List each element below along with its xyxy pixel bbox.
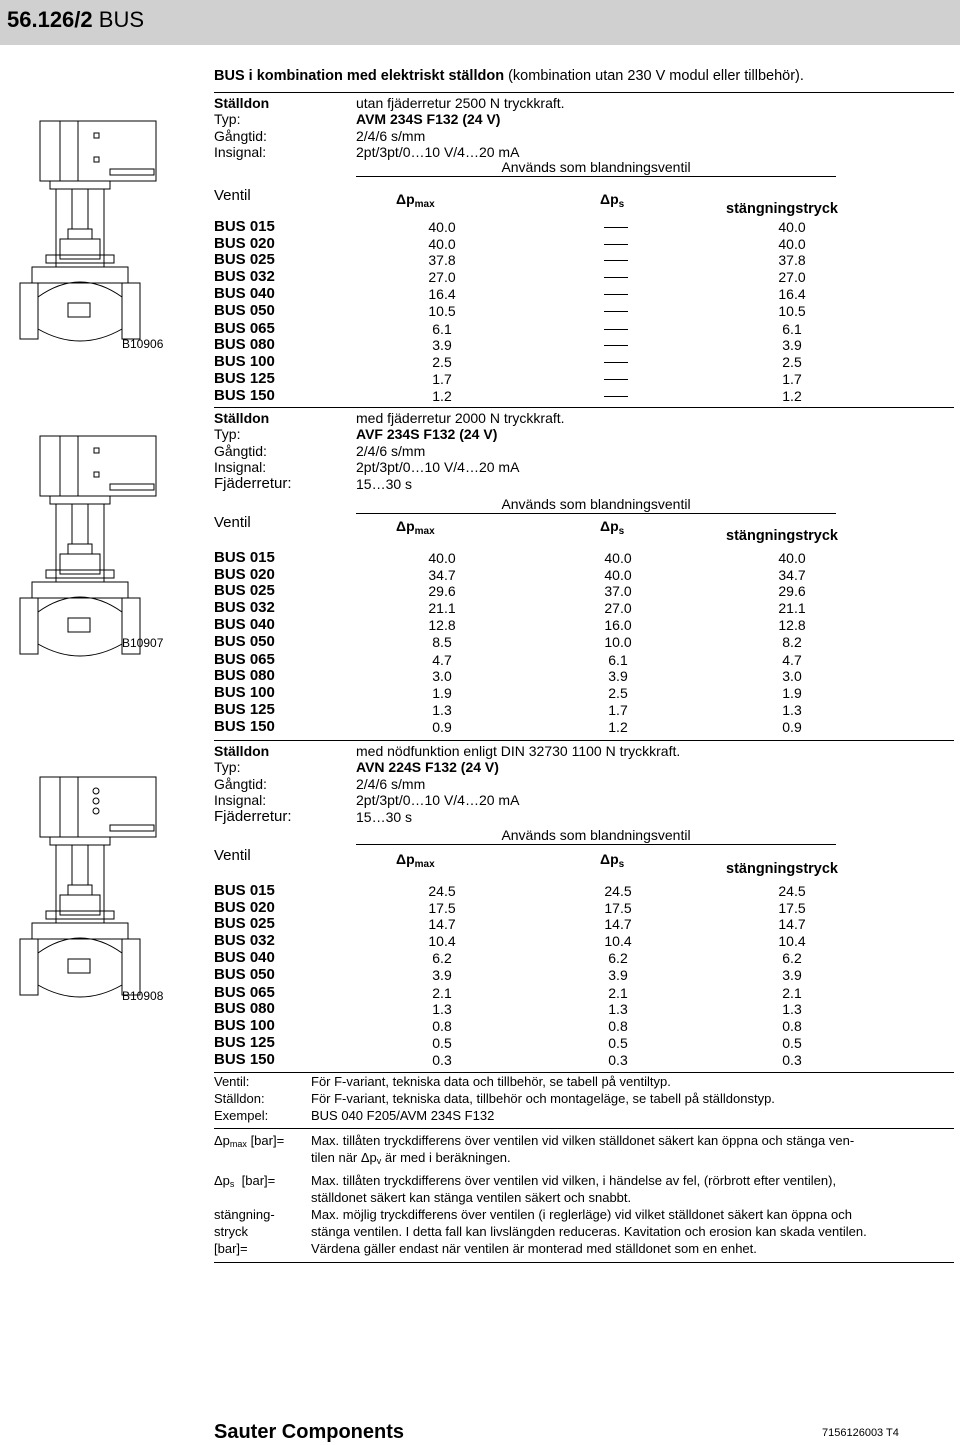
valve-name: BUS 065 [214,319,275,337]
dp-s-value: 40.0 [604,566,632,583]
valve-name: BUS 125 [214,700,275,718]
dp-max-value: 3.9 [432,337,452,354]
dp-s-dash [604,362,628,363]
dp-max-value: 27.0 [428,269,456,286]
valve-name: BUS 150 [214,717,275,735]
closing-value: 6.1 [782,320,802,337]
table-row [214,900,954,917]
dp-s-value: 37.0 [604,583,632,600]
spec-signal: 2pt/3pt/0…10 V/4…20 mA [356,459,520,476]
header-bar [0,0,960,45]
dp-max-value: 1.2 [432,387,452,404]
table-row [214,354,954,371]
closing-value: 12.8 [778,616,806,633]
def-closing-label: stängning- stryck [bar]= [214,1207,275,1257]
valve-name: BUS 065 [214,650,275,668]
valve-name: BUS 080 [214,336,275,354]
valve-name: BUS 080 [214,1000,275,1018]
col-closing-pressure: stängningstryck [726,528,838,544]
valve-name: BUS 100 [214,1017,275,1035]
table-row [214,337,954,354]
valve-name: BUS 050 [214,301,275,319]
table-row [214,950,954,967]
note-ventil-label: Ventil: [214,1074,250,1089]
spec-label-signal: Insignal: [214,144,267,161]
dp-s-value: 40.0 [604,550,632,566]
closing-value: 1.3 [782,701,802,718]
dp-max-value: 40.0 [428,219,456,235]
note-exempel-label: Exempel: [214,1108,269,1123]
col-dp-s: $\Delta p_s$ [600,851,625,870]
closing-value: 1.9 [782,685,802,702]
closing-value: 1.7 [782,370,802,387]
dp-s-value: 0.5 [608,1034,628,1051]
col-dp-max: $\Delta p_{max}$ [396,518,435,537]
spec-label-runtime: Gångtid: [214,127,267,144]
spec-label-actuator: Ställdon [214,410,270,426]
closing-value: 16.4 [778,285,806,302]
table-row [214,303,954,320]
spec-label-type: Typ: [214,111,241,128]
table-row [214,1035,954,1052]
def-closing-text: Max. möjlig tryckdifferens över ventilen (i reglerläge) vid vilket ställdonet säkert kan öppna och stänga ventilen. I detta fall kan livslängden reduceras. Kavitation och erosion kan skada ventilen. Värdena gäller endast när ventilen är monterad med ställdonet som en enhet. [311,1207,867,1257]
closing-value: 17.5 [778,899,806,916]
closing-value: 4.7 [782,651,802,668]
dp-max-value: 1.3 [432,1001,452,1018]
dp-max-value: 17.5 [428,899,456,916]
table-row [214,617,954,634]
spec-signal: 2pt/3pt/0…10 V/4…20 mA [356,144,520,161]
dp-s-value: 3.9 [608,668,628,685]
doc-id [7,7,144,33]
closing-value: 40.0 [778,550,806,566]
closing-value: 40.0 [778,235,806,252]
spec-type: AVF 234S F132 (24 V) [356,426,498,443]
dp-s-dash [604,260,628,261]
table-row [214,583,954,600]
col-dp-s: $\Delta p_s$ [600,191,625,210]
col-closing-pressure: stängningstryck [726,861,838,877]
valve-name: BUS 125 [214,1033,275,1051]
closing-value: 34.7 [778,566,806,583]
spec-type: AVM 234S F132 (24 V) [356,111,501,128]
col-valve: Ventil [214,514,251,531]
col-dp-max: $\Delta p_{max}$ [396,191,435,210]
dp-max-value: 2.5 [432,354,452,371]
divider [214,1128,954,1129]
dp-max-value: 2.1 [432,984,452,1001]
divider [214,740,954,741]
col-closing-pressure: stängningstryck [726,201,838,217]
spec-spring: 15…30 s [356,808,413,825]
def-dps-text: Max. tillåten tryckdifferens över ventilen vid vilken, i händelse av fel, (rörbrott efter ventilen), ställdonet säkert kan stänga ventilen säkert och snabbt. [311,1173,837,1206]
dp-max-value: 40.0 [428,550,456,566]
spec-label-actuator: Ställdon [214,95,270,111]
divider [214,1072,954,1073]
valve-name: BUS 040 [214,615,275,633]
dp-s-value: 3.9 [608,966,628,983]
dp-max-value: 12.8 [428,616,456,633]
closing-value: 6.2 [782,949,802,966]
table-row [214,388,954,405]
col-dp-max: $\Delta p_{max}$ [396,851,435,870]
closing-value: 10.5 [778,302,806,319]
closing-value: 0.8 [782,1018,802,1035]
dp-max-value: 8.5 [432,633,452,650]
dp-max-value: 0.8 [432,1018,452,1035]
dp-max-value: 29.6 [428,583,456,600]
valve-name: BUS 050 [214,632,275,650]
dp-s-value: 17.5 [604,899,632,916]
closing-value: 27.0 [778,269,806,286]
closing-value: 37.8 [778,252,806,269]
table-row [214,985,954,1002]
spec-label-runtime: Gångtid: [214,775,267,792]
valve-name: BUS 100 [214,684,275,702]
closing-value: 24.5 [778,883,806,899]
dp-s-value: 6.1 [608,651,628,668]
spec-spring: 15…30 s [356,475,413,492]
def-dpmax-label: $\Delta p_{max}$ [bar]= [214,1133,285,1149]
closing-value: 10.4 [778,933,806,950]
valve-name: BUS 015 [214,549,275,566]
table-row [214,652,954,669]
valve-name: BUS 040 [214,948,275,966]
dp-s-dash [604,329,628,330]
doc-product: BUS [98,7,145,32]
spec-label-type: Typ: [214,426,241,443]
valve-name: BUS 150 [214,386,275,404]
table-row [214,933,954,950]
dp-s-dash [604,379,628,380]
table-row [214,371,954,388]
table-row [214,634,954,651]
dp-max-value: 10.4 [428,933,456,950]
table-row [214,883,954,900]
doc-number: 56.126/2 [7,7,93,32]
closing-value: 1.2 [782,387,802,404]
dp-max-value: 1.9 [432,685,452,702]
divider [214,92,954,93]
dp-s-value: 10.0 [604,633,632,650]
closing-value: 0.9 [782,718,802,735]
closing-value: 8.2 [782,633,802,650]
table-row [214,269,954,286]
dp-s-dash [604,396,628,397]
closing-value: 0.3 [782,1051,802,1068]
closing-value: 0.5 [782,1034,802,1051]
dp-max-value: 10.5 [428,302,456,319]
table-row [214,236,954,253]
def-dpmax-text: Max. tillåten tryckdifferens över ventilen vid vilken ställdonet säkert kan öppna och stänga ven- tilen när $\Delta p_v$ är med i beräkningen. [311,1133,855,1167]
closing-value: 3.9 [782,337,802,354]
closing-value: 40.0 [778,219,806,235]
actuator-valve-drawing [10,432,170,692]
dp-s-dash [604,227,628,228]
dp-s-value: 24.5 [604,883,632,899]
dp-s-value: 14.7 [604,916,632,933]
dp-s-dash [604,311,628,312]
table-row [214,1001,954,1018]
closing-value: 29.6 [778,583,806,600]
closing-value: 3.9 [782,966,802,983]
intro-bold: BUS i kombination med elektriskt ställdon [214,68,505,84]
spec-label-type: Typ: [214,759,241,776]
dp-s-value: 0.3 [608,1051,628,1068]
dp-max-value: 1.3 [432,701,452,718]
note-ventil-text: För F-variant, tekniska data och tillbehör, se tabell på ventiltyp. [311,1074,671,1089]
spec-actuator-desc: med fjäderretur 2000 N tryckkraft. [356,410,565,426]
dp-max-value: 0.3 [432,1051,452,1068]
spec-label-spring: Fjäderretur: [214,474,292,492]
dp-max-value: 34.7 [428,566,456,583]
spec-runtime: 2/4/6 s/mm [356,127,426,144]
dp-s-value: 1.7 [608,701,628,718]
valve-name: BUS 032 [214,268,275,286]
dp-max-value: 0.9 [432,718,452,735]
valve-name: BUS 125 [214,369,275,387]
note-stalldon-label: Ställdon: [214,1091,265,1106]
dp-max-value: 0.5 [432,1034,452,1051]
spec-signal: 2pt/3pt/0…10 V/4…20 mA [356,792,520,809]
intro-rest: (kombination utan 230 V modul eller tillbehör). [504,68,804,84]
col-dp-s: $\Delta p_s$ [600,518,625,537]
closing-value: 2.1 [782,984,802,1001]
table-row [214,286,954,303]
table-row [214,1018,954,1035]
valve-name: BUS 065 [214,983,275,1001]
divider [214,407,954,408]
table-row [214,916,954,933]
dp-s-value: 2.1 [608,984,628,1001]
note-stalldon-text: För F-variant, tekniska data, tillbehör och montageläge, se tabell på ställdonstyp. [311,1091,775,1106]
company-name: Sauter Components [214,1421,405,1443]
dp-s-dash [604,277,628,278]
valve-name: BUS 015 [214,882,275,899]
dp-s-value: 1.2 [608,718,628,735]
dp-max-value: 24.5 [428,883,456,899]
spec-actuator-desc: utan fjäderretur 2500 N tryckkraft. [356,95,565,111]
table-row [214,219,954,236]
spec-label-signal: Insignal: [214,459,267,476]
dp-max-value: 40.0 [428,235,456,252]
table-row [214,600,954,617]
table-row [214,1052,954,1069]
valve-name: BUS 032 [214,932,275,950]
dp-s-value: 10.4 [604,933,632,950]
spec-label-runtime: Gångtid: [214,442,267,459]
dp-max-value: 1.7 [432,370,452,387]
dp-max-value: 14.7 [428,916,456,933]
spec-actuator-desc: med nödfunktion enligt DIN 32730 1100 N tryckkraft. [356,743,681,759]
table-row [214,321,954,338]
spec-label-signal: Insignal: [214,792,267,809]
dp-s-dash [604,294,628,295]
valve-name: BUS 050 [214,965,275,983]
valve-name: BUS 025 [214,582,275,600]
intro-line [214,68,804,84]
dp-s-value: 2.5 [608,685,628,702]
figure-code: B10907 [122,636,164,650]
closing-value: 14.7 [778,916,806,933]
col-valve: Ventil [214,847,251,864]
valve-name: BUS 020 [214,898,275,916]
closing-value: 2.5 [782,354,802,371]
dp-s-value: 16.0 [604,616,632,633]
closing-value: 21.1 [778,600,806,617]
dp-max-value: 6.2 [432,949,452,966]
spec-label-actuator: Ställdon [214,743,270,759]
valve-name: BUS 015 [214,218,275,235]
dp-max-value: 21.1 [428,600,456,617]
figure-code: B10906 [122,337,164,351]
col-valve: Ventil [214,187,251,204]
valve-name: BUS 032 [214,599,275,617]
valve-name: BUS 025 [214,251,275,269]
table-row [214,702,954,719]
dp-max-value: 4.7 [432,651,452,668]
valve-name: BUS 150 [214,1050,275,1068]
dp-max-value: 16.4 [428,285,456,302]
dp-s-dash [604,244,628,245]
spec-label-spring: Fjäderretur: [214,807,292,825]
dp-max-value: 37.8 [428,252,456,269]
table-row [214,967,954,984]
valve-name: BUS 025 [214,915,275,933]
dp-s-value: 1.3 [608,1001,628,1018]
note-exempel-text: BUS 040 F205/AVM 234S F132 [311,1108,495,1123]
figure-code: B10908 [122,989,164,1003]
def-dps-label: $\Delta p_s$ [bar]= [214,1173,276,1189]
valve-name: BUS 080 [214,667,275,685]
dp-s-value: 0.8 [608,1018,628,1035]
table-row [214,550,954,567]
dp-max-value: 6.1 [432,320,452,337]
footer-code: 7156126003 T4 [822,1427,899,1439]
dp-max-value: 3.0 [432,668,452,685]
spec-runtime: 2/4/6 s/mm [356,442,426,459]
closing-value: 3.0 [782,668,802,685]
spec-runtime: 2/4/6 s/mm [356,775,426,792]
table-row [214,252,954,269]
dp-s-value: 6.2 [608,949,628,966]
closing-value: 1.3 [782,1001,802,1018]
valve-name: BUS 020 [214,565,275,583]
table-row [214,567,954,584]
dp-s-value: 27.0 [604,600,632,617]
dp-s-dash [604,345,628,346]
spec-type: AVN 224S F132 (24 V) [356,759,499,776]
table-row [214,719,954,736]
table-row [214,668,954,685]
dp-max-value: 3.9 [432,966,452,983]
divider [214,1262,954,1263]
valve-name: BUS 020 [214,234,275,252]
valve-name: BUS 040 [214,284,275,302]
table-row [214,685,954,702]
valve-name: BUS 100 [214,353,275,371]
